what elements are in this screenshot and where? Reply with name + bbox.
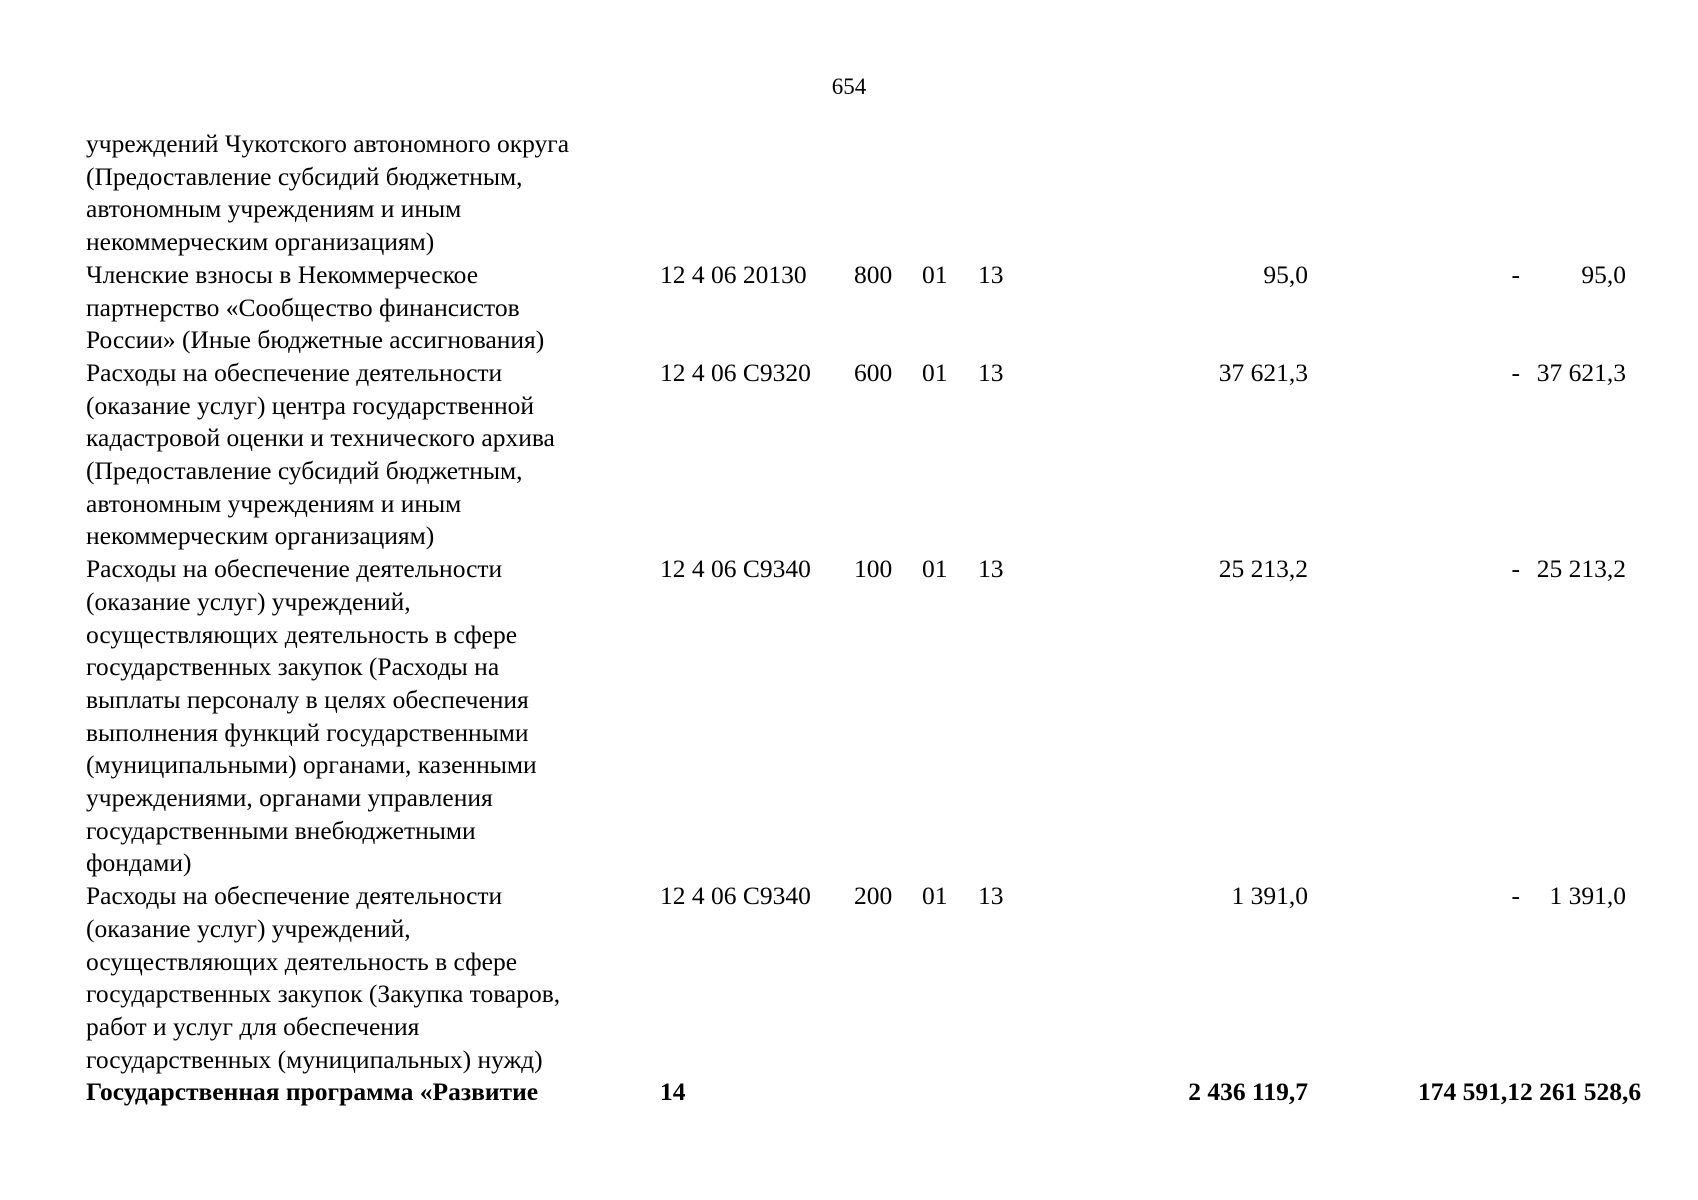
row-expense-type: 100: [854, 554, 893, 584]
row-section: 01: [922, 554, 948, 584]
row-name-line: учреждениями, органами управления: [86, 783, 493, 813]
row-name: [86, 880, 660, 1076]
row-name-line: (Предоставление субсидий бюджетным,: [86, 456, 523, 486]
row-amount: 2 436 119,7: [1188, 1077, 1308, 1107]
row-name: [86, 357, 660, 553]
row-name-line: государственных (муниципальных) нужд): [86, 1044, 543, 1074]
row-name-line: России» (Иные бюджетные ассигнования): [86, 325, 545, 355]
row-name: [86, 1076, 660, 1109]
row-amount-3: 37 621,3: [1536, 357, 1626, 387]
row-target-article: 12 4 06 С9340: [660, 554, 811, 584]
row-name: [86, 128, 660, 259]
row-amount-2: -: [1511, 881, 1520, 911]
row-name-line: (Предоставление субсидий бюджетным,: [86, 161, 523, 191]
row-target-article: [660, 128, 854, 259]
row-amount-3: 95,0: [1581, 259, 1626, 289]
row-name-line: (оказание услуг) центра государственной: [86, 390, 535, 420]
row-name-line: учреждений Чукотского автономного округа: [86, 129, 570, 158]
budget-table: [86, 128, 1642, 1109]
table-row: [86, 259, 1626, 357]
row-amount: [1048, 128, 1308, 259]
row-amount-3: 25 213,2: [1536, 554, 1626, 584]
row-name-line: (оказание услуг) учреждений,: [86, 913, 411, 943]
row-name-line: некоммерческим организациям): [86, 521, 435, 551]
row-target-article: 14: [660, 1077, 686, 1107]
row-subsection: [978, 128, 1048, 259]
row-expense-type: 800: [854, 259, 893, 289]
row-amount-2: -: [1511, 357, 1520, 387]
row-name-line: автономным учреждениям и иным: [86, 488, 462, 518]
row-name-line: работ и услуг для обеспечения: [86, 1011, 420, 1041]
row-amount-3: 2 261 528,6: [1520, 1077, 1642, 1107]
row-subsection: 13: [978, 357, 1004, 387]
row-amount: 1 391,0: [1231, 881, 1308, 911]
row-expense-type: [854, 1076, 922, 1109]
row-amount: 95,0: [1263, 259, 1308, 289]
row-name-line: осуществляющих деятельность в сфере: [86, 946, 518, 976]
row-section: 01: [922, 259, 948, 289]
row-target-article: 12 4 06 20130: [660, 259, 807, 289]
row-section: [922, 128, 978, 259]
row-name-line: (оказание услуг) учреждений,: [86, 586, 411, 616]
row-name-line: некоммерческим организациям): [86, 227, 435, 257]
row-amount-3: 1 391,0: [1549, 881, 1626, 911]
row-name-line: государственными внебюджетными: [86, 815, 476, 845]
row-name-line: автономным учреждениям и иным: [86, 194, 462, 224]
row-subsection: [978, 1076, 1048, 1109]
row-target-article: 12 4 06 С9340: [660, 881, 811, 911]
row-name-line: фондами): [86, 848, 192, 878]
row-name: [86, 553, 660, 880]
table-row: [86, 1076, 1626, 1109]
table-row: [86, 357, 1626, 553]
table-row: [86, 553, 1626, 880]
table-row: [86, 880, 1626, 1076]
table-body: [86, 128, 1642, 1109]
row-section: 01: [922, 881, 948, 911]
page-number: 654: [831, 74, 867, 99]
row-section: [922, 1076, 978, 1109]
row-name-line: Членские взносы в Некоммерческое: [86, 259, 479, 289]
row-section: 01: [922, 357, 948, 387]
row-name-line: Расходы на обеспечение деятельности: [86, 881, 503, 911]
row-name-line: (муниципальными) органами, казенными: [86, 750, 537, 780]
row-expense-type: [854, 128, 922, 259]
row-name: [86, 259, 660, 357]
row-subsection: 13: [978, 881, 1004, 911]
row-expense-type: 600: [854, 357, 893, 387]
row-amount-2: [1308, 128, 1520, 259]
row-amount-2: -: [1511, 259, 1520, 289]
row-name-line: выполнения функций государственными: [86, 717, 529, 747]
row-amount-2: 174 591,1: [1418, 1077, 1520, 1107]
row-name-line: государственных закупок (Расходы на: [86, 652, 500, 682]
row-target-article: 12 4 06 С9320: [660, 357, 811, 387]
row-name-line: кадастровой оценки и технического архива: [86, 423, 555, 453]
row-name-line: государственных закупок (Закупка товаров,: [86, 979, 561, 1009]
row-expense-type: 200: [854, 881, 893, 911]
row-amount: 37 621,3: [1218, 357, 1308, 387]
table-row: [86, 128, 1626, 259]
row-name-line: выплаты персоналу в целях обеспечения: [86, 684, 529, 714]
row-name-line: осуществляющих деятельность в сфере: [86, 619, 518, 649]
row-subsection: 13: [978, 259, 1004, 289]
row-name-line: партнерство «Сообщество финансистов: [86, 292, 520, 322]
row-amount: 25 213,2: [1218, 554, 1308, 584]
row-name-line: Расходы на обеспечение деятельности: [86, 554, 503, 584]
row-name-line: Государственная программа «Развитие: [86, 1077, 539, 1107]
row-name-line: Расходы на обеспечение деятельности: [86, 357, 503, 387]
row-amount-3: [1520, 128, 1626, 259]
row-amount-2: -: [1511, 554, 1520, 584]
row-subsection: 13: [978, 554, 1004, 584]
